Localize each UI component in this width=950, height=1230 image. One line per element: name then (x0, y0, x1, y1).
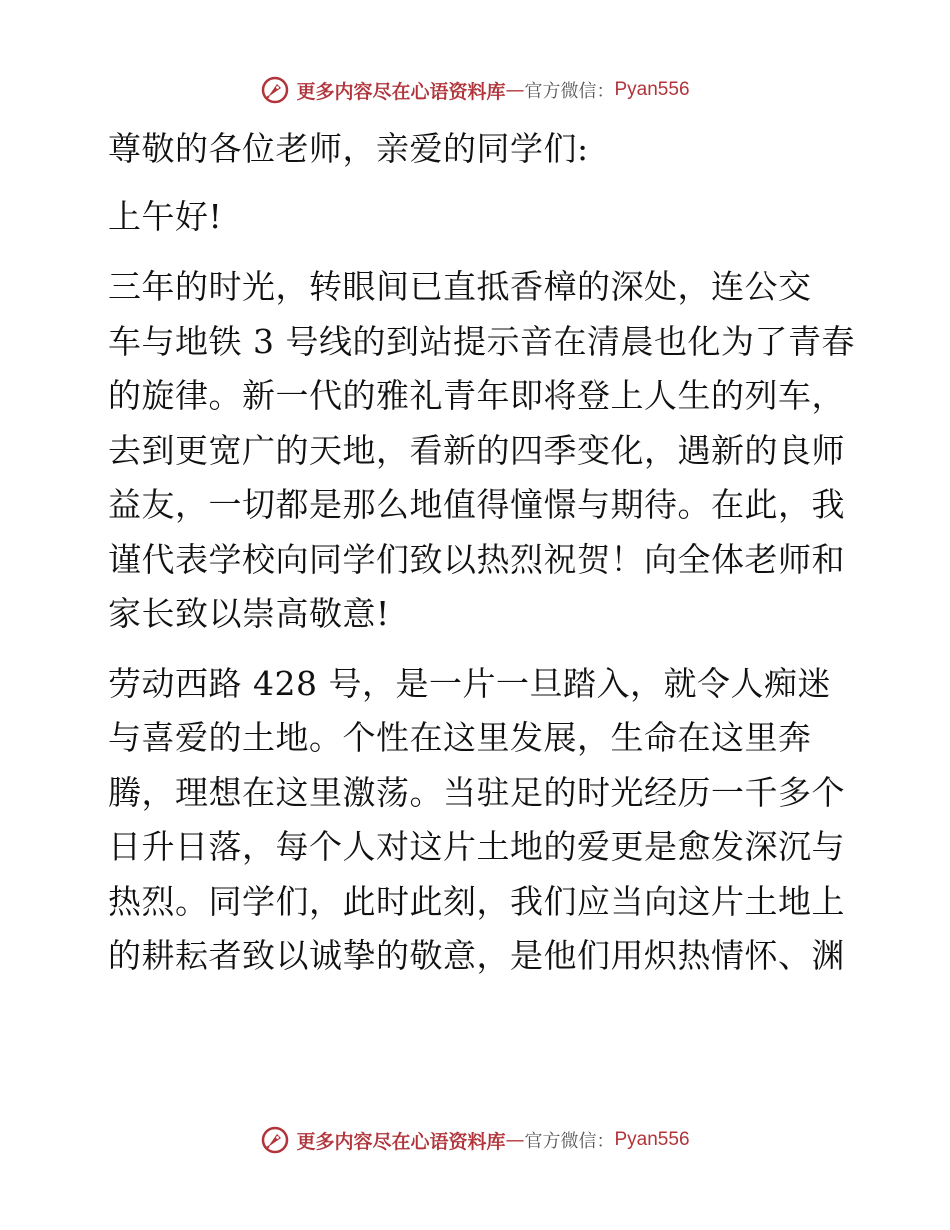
paragraph-line: 家长致以崇高敬意! (108, 594, 390, 633)
watermark-label: 官方微信： (524, 81, 615, 102)
pen-nib-icon (260, 75, 290, 105)
document-body (100, 118, 860, 984)
paragraph-line: 三年的时光，转眼间已直抵香樟的深处，连公交 (108, 267, 812, 306)
footer-watermark (0, 1120, 950, 1160)
paragraph-2 (100, 657, 860, 984)
paragraph-line: 与喜爱的土地。个性在这里发展，生命在这里奔 (108, 718, 812, 757)
salutation: 尊敬的各位老师，亲爱的同学们: (108, 129, 589, 168)
header-watermark (0, 70, 950, 110)
paragraph-line: 车与地铁 3 号线的到站提示音在清晨也化为了青春 (108, 321, 855, 361)
watermark-label: 官方微信： (524, 1131, 615, 1152)
greeting: 上午好! (108, 196, 223, 236)
watermark-separator: — (505, 1129, 525, 1151)
paragraph-line: 日升日落，每个人对这片土地的爱更是愈发深沉与 (108, 827, 845, 866)
watermark-wechat-id: Pyan556 (614, 1129, 690, 1150)
paragraph-line: 劳动西路 428 号，是一片一旦踏入，就令人痴迷 (108, 663, 831, 703)
paragraph-line: 腾，理想在这里激荡。当驻足的时光经历一千多个 (108, 772, 845, 812)
watermark-separator: — (505, 79, 525, 101)
paragraph-line: 热烈。同学们，此时此刻，我们应当向这片土地上 (108, 881, 845, 921)
watermark-wechat-id: Pyan556 (614, 79, 690, 100)
watermark-brand: 更多内容尽在心语资料库 (296, 1130, 506, 1153)
watermark-brand: 更多内容尽在心语资料库 (296, 80, 506, 103)
paragraph-line: 的耕耘者致以诚挚的敬意，是他们用炽热情怀、渊 (108, 936, 845, 975)
paragraph-line: 去到更宽广的天地，看新的四季变化，遇新的良师 (108, 430, 845, 470)
pen-nib-icon (260, 1125, 290, 1155)
paragraph-line: 的旋律。新一代的雅礼青年即将登上人生的列车， (108, 376, 845, 415)
paragraph-1 (100, 260, 860, 642)
paragraph-line: 益友，一切都是那么地值得憧憬与期待。在此，我 (108, 485, 845, 524)
paragraph-line: 谨代表学校向同学们致以热烈祝贺！向全体老师和 (108, 539, 845, 579)
